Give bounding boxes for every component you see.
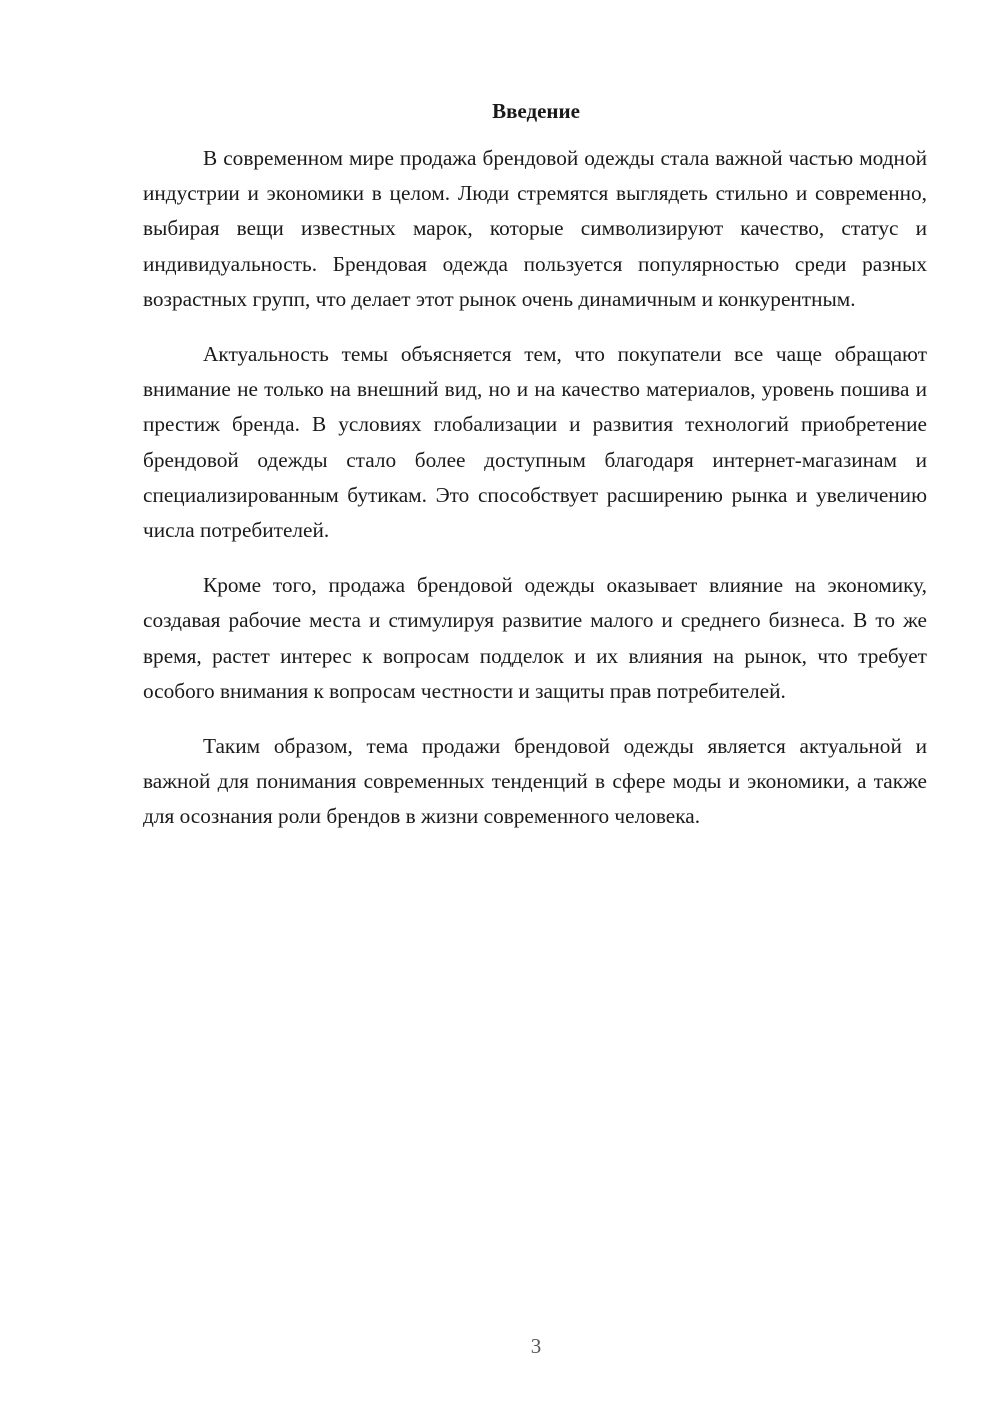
paragraph-2: Актуальность темы объясняется тем, что покупатели все чаще обращают внимание не только на внешний вид, но и на качество материалов, уровень пошива и престиж бренда. В условиях глобализации и развития технологий приобретение брендовой одежды стало более доступным благодаря интернет-магазинам и специализированным бутикам. Это способствует расширению рынка и увеличению числа потребителей. [143, 342, 927, 543]
document-body [143, 141, 927, 855]
paragraph-3: Кроме того, продажа брендовой одежды оказывает влияние на экономику, создавая рабочие места и стимулируя развитие малого и среднего бизнеса. В то же время, растет интерес к вопросам подделок и их влияния на рынок, что требует особого внимания к вопросам честности и защиты прав потребителей. [143, 573, 927, 703]
paragraph-4: Таким образом, тема продажи брендовой одежды является актуальной и важной для понимания современных тенденций в сфере моды и экономики, а также для осознания роли брендов в жизни современного человека. [143, 734, 927, 829]
page-number: 3 [530, 1334, 542, 1358]
paragraph-1: В современном мире продажа брендовой одежды стала важной частью модной индустрии и экономики в целом. Люди стремятся выглядеть стильно и современно, выбирая вещи известных марок, которые символизируют качество, статус и индивидуальность. Брендовая одежда пользуется популярностью среди разных возрастных групп, что делает этот рынок очень динамичным и конкурентным. [143, 146, 927, 311]
section-heading: Введение [492, 99, 580, 123]
